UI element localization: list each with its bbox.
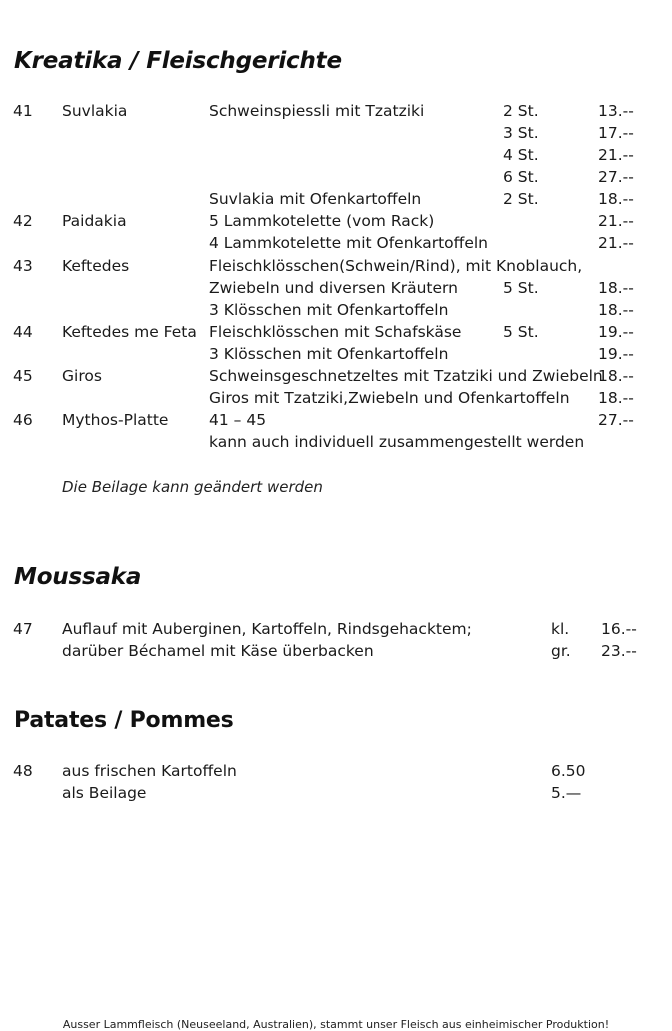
item-quantity: 3 St. xyxy=(503,124,539,142)
menu-row xyxy=(0,389,672,411)
menu-row xyxy=(0,411,672,433)
menu-row xyxy=(0,367,672,389)
item-name: Giros xyxy=(62,367,102,385)
item-size: gr. xyxy=(551,642,571,660)
menu-row xyxy=(0,433,672,455)
menu-row xyxy=(0,124,672,146)
menu-row xyxy=(0,257,672,279)
item-price: 18.-- xyxy=(598,367,634,385)
item-name: Suvlakia xyxy=(62,102,128,120)
item-number: 47 xyxy=(13,620,33,638)
item-price: 17.-- xyxy=(598,124,634,142)
menu-row xyxy=(0,620,672,642)
item-price: 13.-- xyxy=(598,102,634,120)
menu-row xyxy=(0,212,672,234)
menu-row xyxy=(0,345,672,367)
item-quantity: 5 St. xyxy=(503,279,539,297)
item-description: kann auch individuell zusammengestellt werden xyxy=(209,433,585,451)
item-description: aus frischen Kartoffeln xyxy=(62,762,237,780)
item-description: 41 – 45 xyxy=(209,411,267,429)
item-price: 19.-- xyxy=(598,345,634,363)
item-description: Schweinspiessli mit Tzatziki xyxy=(209,102,425,120)
item-number: 45 xyxy=(13,367,33,385)
item-quantity: 5 St. xyxy=(503,323,539,341)
item-description: Suvlakia mit Ofenkartoffeln xyxy=(209,190,422,208)
item-description: Fleischklösschen mit Schafskäse xyxy=(209,323,462,341)
side-dish-note: Die Beilage kann geändert werden xyxy=(62,478,323,496)
item-description: Fleischklösschen(Schwein/Rind), mit Knoblauch, xyxy=(209,257,583,275)
item-price: 27.-- xyxy=(598,168,634,186)
item-price: 21.-- xyxy=(598,146,634,164)
menu-row xyxy=(0,234,672,256)
item-quantity: 2 St. xyxy=(503,190,539,208)
item-number: 44 xyxy=(13,323,33,341)
item-price: 21.-- xyxy=(598,212,634,230)
menu-row xyxy=(0,762,672,784)
menu-row xyxy=(0,301,672,323)
item-description: darüber Béchamel mit Käse überbacken xyxy=(62,642,374,660)
menu-row xyxy=(0,784,672,806)
item-name: Mythos-Platte xyxy=(62,411,169,429)
item-price: 18.-- xyxy=(598,389,634,407)
item-price: 16.-- xyxy=(601,620,637,638)
item-description: Giros mit Tzatziki,Zwiebeln und Ofenkartoffeln xyxy=(209,389,570,407)
item-size: kl. xyxy=(551,620,570,638)
footer-note: Ausser Lammfleisch (Neuseeland, Australien), stammt unser Fleisch aus einheimischer Produktion! xyxy=(62,1018,610,1031)
item-description: Schweinsgeschnetzeltes mit Tzatziki und Zwiebeln xyxy=(209,367,603,385)
item-number: 46 xyxy=(13,411,33,429)
item-description: 4 Lammkotelette mit Ofenkartoffeln xyxy=(209,234,489,252)
menu-row xyxy=(0,190,672,212)
item-name: Keftedes me Feta xyxy=(62,323,197,341)
item-description: als Beilage xyxy=(62,784,147,802)
menu-row xyxy=(0,323,672,345)
item-price: 18.-- xyxy=(598,190,634,208)
item-number: 41 xyxy=(13,102,33,120)
item-description: Auflauf mit Auberginen, Kartoffeln, Rindsgehacktem; xyxy=(62,620,472,638)
item-name: Paidakia xyxy=(62,212,127,230)
item-description: Zwiebeln und diversen Kräutern xyxy=(209,279,458,297)
item-price: 21.-- xyxy=(598,234,634,252)
item-number: 48 xyxy=(13,762,33,780)
menu-row xyxy=(0,102,672,124)
section-title-moussaka: Moussaka xyxy=(14,564,142,590)
menu-row xyxy=(0,146,672,168)
item-price: 19.-- xyxy=(598,323,634,341)
item-quantity: 4 St. xyxy=(503,146,539,164)
item-price: 18.-- xyxy=(598,279,634,297)
menu-row xyxy=(0,642,672,664)
menu-row xyxy=(0,168,672,190)
item-price: 5.— xyxy=(551,784,582,802)
item-quantity: 6 St. xyxy=(503,168,539,186)
item-price: 6.50 xyxy=(551,762,586,780)
menu-row xyxy=(0,279,672,301)
item-number: 42 xyxy=(13,212,33,230)
section-title-kreatika: Kreatika / Fleischgerichte xyxy=(14,48,342,74)
item-description: 3 Klösschen mit Ofenkartoffeln xyxy=(209,345,449,363)
section-title-patates: Patates / Pommes xyxy=(14,708,234,733)
item-description: 5 Lammkotelette (vom Rack) xyxy=(209,212,435,230)
item-quantity: 2 St. xyxy=(503,102,539,120)
item-number: 43 xyxy=(13,257,33,275)
item-price: 23.-- xyxy=(601,642,637,660)
item-price: 27.-- xyxy=(598,411,634,429)
item-price: 18.-- xyxy=(598,301,634,319)
item-description: 3 Klösschen mit Ofenkartoffeln xyxy=(209,301,449,319)
item-name: Keftedes xyxy=(62,257,130,275)
